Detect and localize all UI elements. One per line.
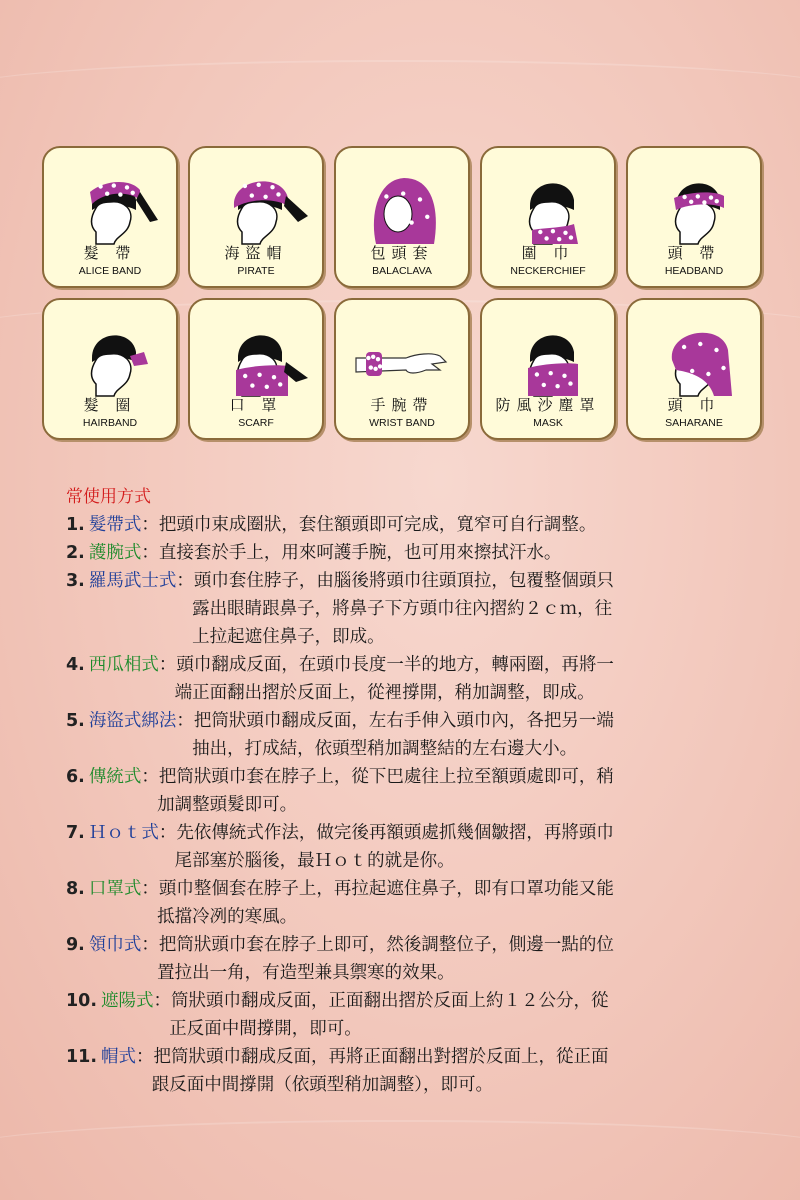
usage-item-text-line: 抵擋冷冽的寒風。 <box>157 907 298 927</box>
usage-title: 常使用方式 <box>66 487 151 507</box>
style-label-zh: 髮 圈 <box>83 396 137 414</box>
style-card <box>480 298 616 440</box>
style-label-en: BALACLAVA <box>372 265 432 277</box>
style-card <box>334 146 470 288</box>
usage-item-text-line: ：筒狀頭巾翻成反面，正面翻出摺於反面上約１２公分，從 <box>153 991 609 1011</box>
usage-item-number: 10. <box>66 991 98 1011</box>
usage-item-name: 羅馬武士式 <box>88 571 177 591</box>
style-card <box>42 146 178 288</box>
usage-item <box>66 1043 756 1099</box>
usage-item <box>66 819 756 875</box>
usage-item <box>66 567 756 651</box>
usage-item-number: 4. <box>66 655 85 675</box>
usage-item <box>66 707 756 763</box>
usage-item-text-line: 跟反面中間撐開（依頭型稍加調整），即可。 <box>151 1075 494 1095</box>
usage-item-name: 遮陽式 <box>101 991 154 1011</box>
usage-item-text-line: ：頭巾整個套在脖子上，再拉起遮住鼻子，即有口罩功能又能 <box>141 879 614 899</box>
style-label-zh: 口 罩 <box>229 396 283 414</box>
style-icon-grid <box>42 146 762 440</box>
style-card <box>42 298 178 440</box>
usage-item <box>66 511 756 539</box>
usage-item-text-line: 置拉出一角，有造型兼具禦寒的效果。 <box>157 963 455 983</box>
usage-item <box>66 763 756 819</box>
style-label-zh: 海盜帽 <box>224 244 288 262</box>
usage-item-text-line: ：頭巾套住脖子，由腦後將頭巾往頭頂拉，包覆整個頭只 <box>176 571 614 591</box>
usage-item-text-line: 露出眼睛跟鼻子，將鼻子下方頭巾往內摺約２ｃｍ，往 <box>192 599 613 619</box>
usage-item <box>66 651 756 707</box>
style-label-en: HAIRBAND <box>82 417 138 429</box>
usage-item-text-line: ：把筒狀頭巾套在脖子上，從下巴處往上拉至額頭處即可，稍 <box>141 767 614 787</box>
usage-item <box>66 539 756 567</box>
style-label-en: ALICE BAND <box>78 265 142 277</box>
usage-instructions <box>66 483 756 1099</box>
style-card <box>480 146 616 288</box>
usage-item-name: 帽式 <box>101 1047 137 1067</box>
usage-item-number: 9. <box>66 935 85 955</box>
usage-item-name: 西瓜相式 <box>88 655 159 675</box>
usage-item-number: 1. <box>66 515 85 535</box>
style-card <box>188 298 324 440</box>
usage-item-number: 5. <box>66 711 85 731</box>
style-label-zh: 手腕帶 <box>370 396 434 414</box>
usage-item-name: 口罩式 <box>88 879 142 899</box>
style-label-zh: 頭 帶 <box>667 244 721 262</box>
usage-item-text-line: ：把筒狀頭巾套在脖子上即可，然後調整位子，側邊一點的位 <box>141 935 614 955</box>
style-label-zh: 包頭套 <box>370 244 434 262</box>
usage-item-text-line: 端正面翻出摺於反面上，從裡撐開，稍加調整，即成。 <box>174 683 595 703</box>
usage-item-text-line: 抽出，打成結，依頭型稍加調整結的左右邊大小。 <box>192 739 578 759</box>
usage-item-name: 傳統式 <box>88 767 142 787</box>
usage-item-text-line: 上拉起遮住鼻子，即成。 <box>192 627 385 647</box>
style-label-en: SAHARANE <box>665 417 723 429</box>
usage-item-text-line: ：先依傳統式作法，做完後再額頭處抓幾個皺摺，再將頭巾 <box>158 823 614 843</box>
usage-item-name: 護腕式 <box>88 543 142 563</box>
usage-item-number: 11. <box>66 1047 98 1067</box>
usage-item-name: 髮帶式 <box>88 515 142 535</box>
style-card <box>334 298 470 440</box>
style-label-en: SCARF <box>238 417 274 429</box>
usage-item-number: 3. <box>66 571 85 591</box>
usage-item-name: 領巾式 <box>88 935 142 955</box>
usage-item-text-line: ：頭巾翻成反面，在頭巾長度一半的地方，轉兩圈，再將一 <box>158 655 614 675</box>
style-label-en: HEADBAND <box>664 265 724 277</box>
usage-item-text-line: ：把筒狀頭巾翻成反面，左右手伸入頭巾內，各把另一端 <box>176 711 614 731</box>
style-label-en: MASK <box>533 417 563 429</box>
usage-item-name: Ｈｏｔ式 <box>88 823 159 843</box>
usage-item <box>66 987 756 1043</box>
usage-item <box>66 931 756 987</box>
usage-item-number: 7. <box>66 823 85 843</box>
style-card <box>188 146 324 288</box>
style-label-en: NECKERCHIEF <box>510 265 586 277</box>
usage-item-number: 2. <box>66 543 85 563</box>
style-label-en: PIRATE <box>237 265 275 277</box>
usage-item-text-line: ：直接套於手上，用來呵護手腕，也可用來擦拭汗水。 <box>141 543 562 563</box>
style-label-zh: 圍 巾 <box>521 244 575 262</box>
style-label-zh: 頭 巾 <box>667 396 721 414</box>
usage-item-text-line: ：把頭巾束成圈狀，套住額頭即可完成，寬窄可自行調整。 <box>141 515 597 535</box>
usage-item-text-line: 正反面中間撐開，即可。 <box>169 1019 362 1039</box>
usage-item-number: 6. <box>66 767 85 787</box>
usage-item-name: 海盜式綁法 <box>88 711 177 731</box>
style-label-en: WRIST BAND <box>369 417 435 429</box>
usage-item-number: 8. <box>66 879 85 899</box>
style-label-zh: 防風沙塵罩 <box>495 396 601 414</box>
usage-item <box>66 875 756 931</box>
usage-item-text-line: 尾部塞於腦後，最Ｈｏｔ的就是你。 <box>174 851 455 871</box>
usage-item-text-line: 加調整頭髮即可。 <box>157 795 298 815</box>
usage-item-text-line: ：把筒狀頭巾翻成反面，再將正面翻出對摺於反面上，從正面 <box>136 1047 609 1067</box>
style-card <box>626 298 762 440</box>
style-label-zh: 髮 帶 <box>83 244 137 262</box>
style-card <box>626 146 762 288</box>
